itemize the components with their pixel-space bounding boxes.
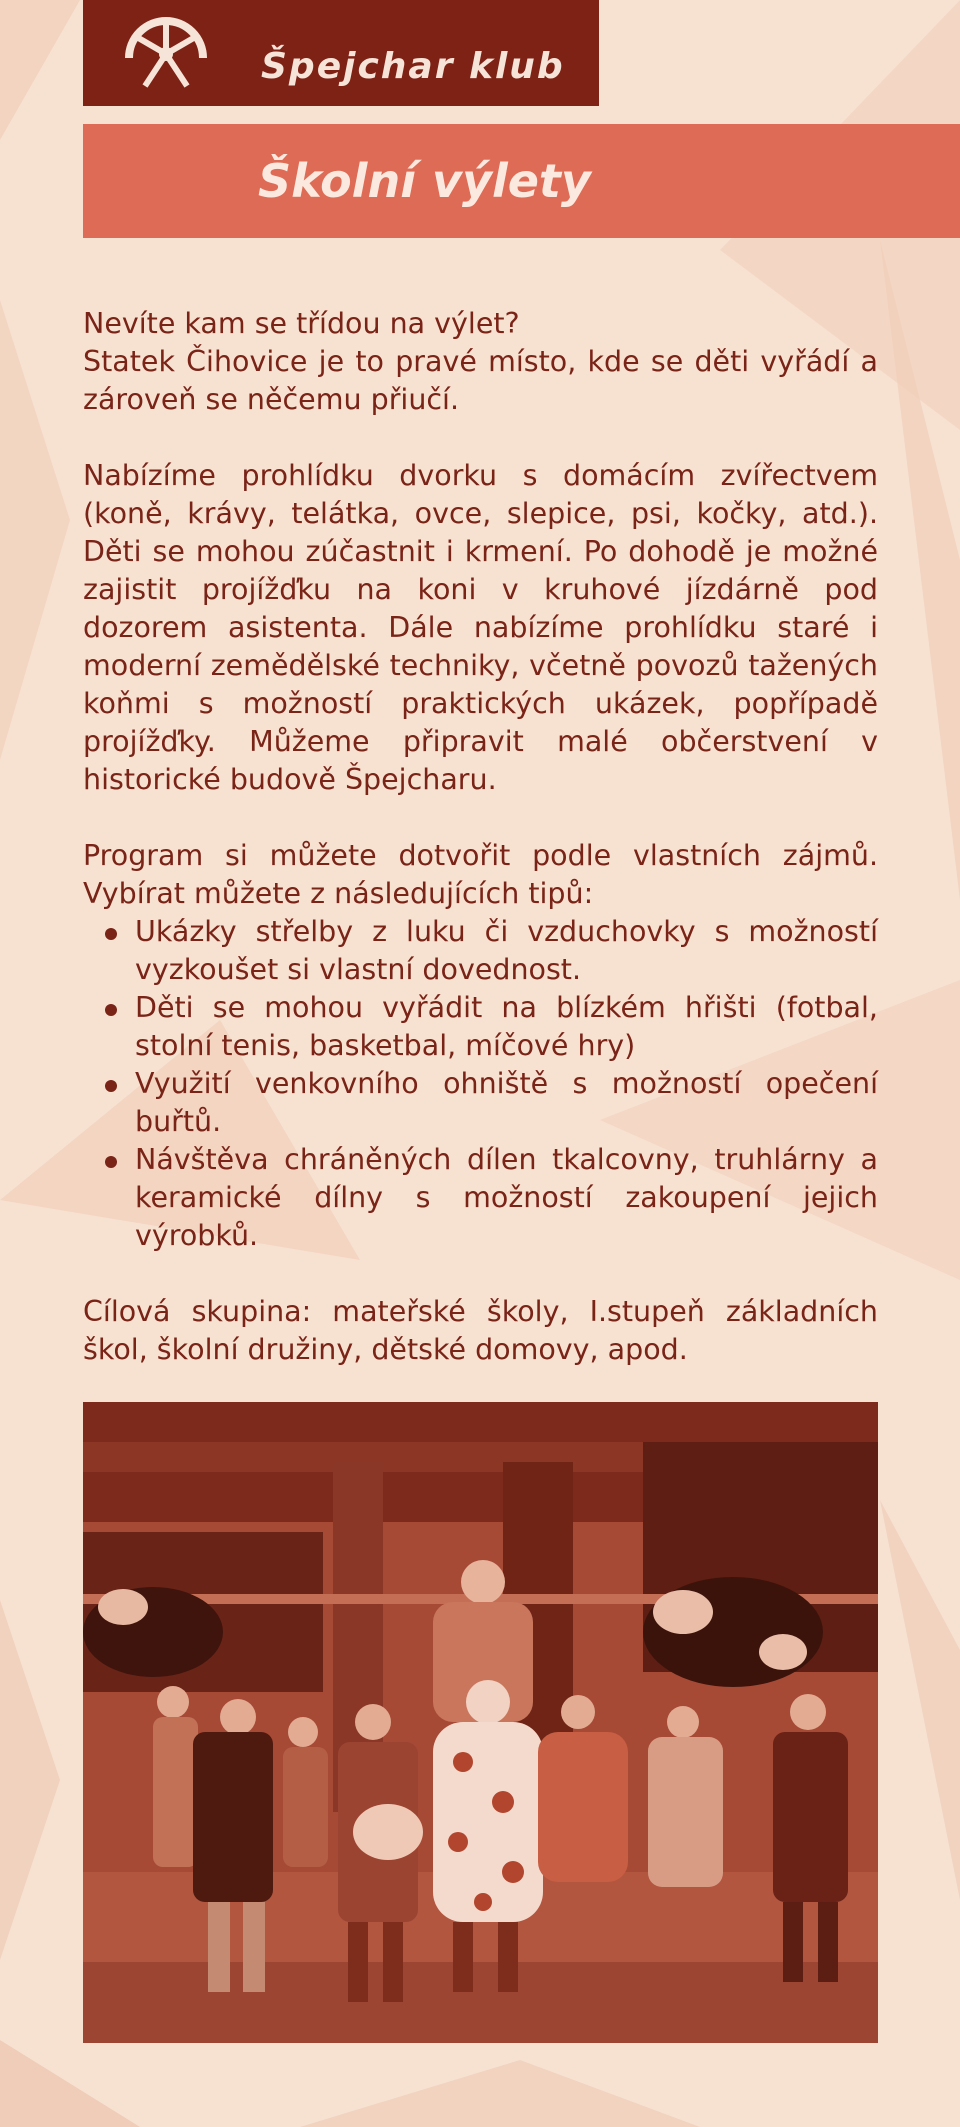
title-band xyxy=(83,124,960,238)
wagon-wheel-icon xyxy=(123,14,209,90)
list-item: Využití venkovního ohniště s možností opečení buřtů. xyxy=(83,1065,878,1141)
offer-paragraph: Nabízíme prohlídku dvorku s domácím zvířectvem (koně, krávy, telátka, ovce, slepice, psi, kočky, atd.). Děti se mohou zúčastnit i krmení. Po dohodě je možné zajistit projížďku na koni v kruhové jízdárně pod dozorem asistenta. Dále nabízíme prohlídku staré i moderní zemědělské techniky, včetně povozů tažených koňmi s možností praktických ukázek, popřípadě projížďky. Můžeme připravit malé občerstvení v historické budově Špejcharu. xyxy=(83,459,878,796)
intro-statement: Statek Čihovice je to pravé místo, kde se děti vyřádí a zároveň se něčemu přiučí. xyxy=(83,345,878,416)
page-title: Školní výlety xyxy=(258,154,591,208)
intro-question: Nevíte kam se třídou na výlet? xyxy=(83,307,520,340)
club-name: Špejchar klub xyxy=(261,46,565,87)
program-intro: Program si můžete dotvořit podle vlastních zájmů. Vybírat můžete z následujících tipů: xyxy=(83,839,878,910)
group-photo xyxy=(83,1402,878,2043)
list-item: Ukázky střelby z luku či vzduchovky s možností vyzkoušet si vlastní dovednost. xyxy=(83,913,878,989)
article-body xyxy=(83,305,878,1407)
list-item: Návštěva chráněných dílen tkalcovny, truhlárny a keramické dílny s možností zakoupení jejich výrobků. xyxy=(83,1141,878,1255)
club-header xyxy=(83,0,599,106)
intro-paragraph xyxy=(83,305,878,419)
tips-list xyxy=(83,913,878,1255)
list-item: Děti se mohou vyřádit na blízkém hřišti (fotbal, stolní tenis, basketbal, míčové hry) xyxy=(83,989,878,1065)
target-group: Cílová skupina: mateřské školy, I.stupeň základních škol, školní družiny, dětské domovy, apod. xyxy=(83,1295,878,1366)
